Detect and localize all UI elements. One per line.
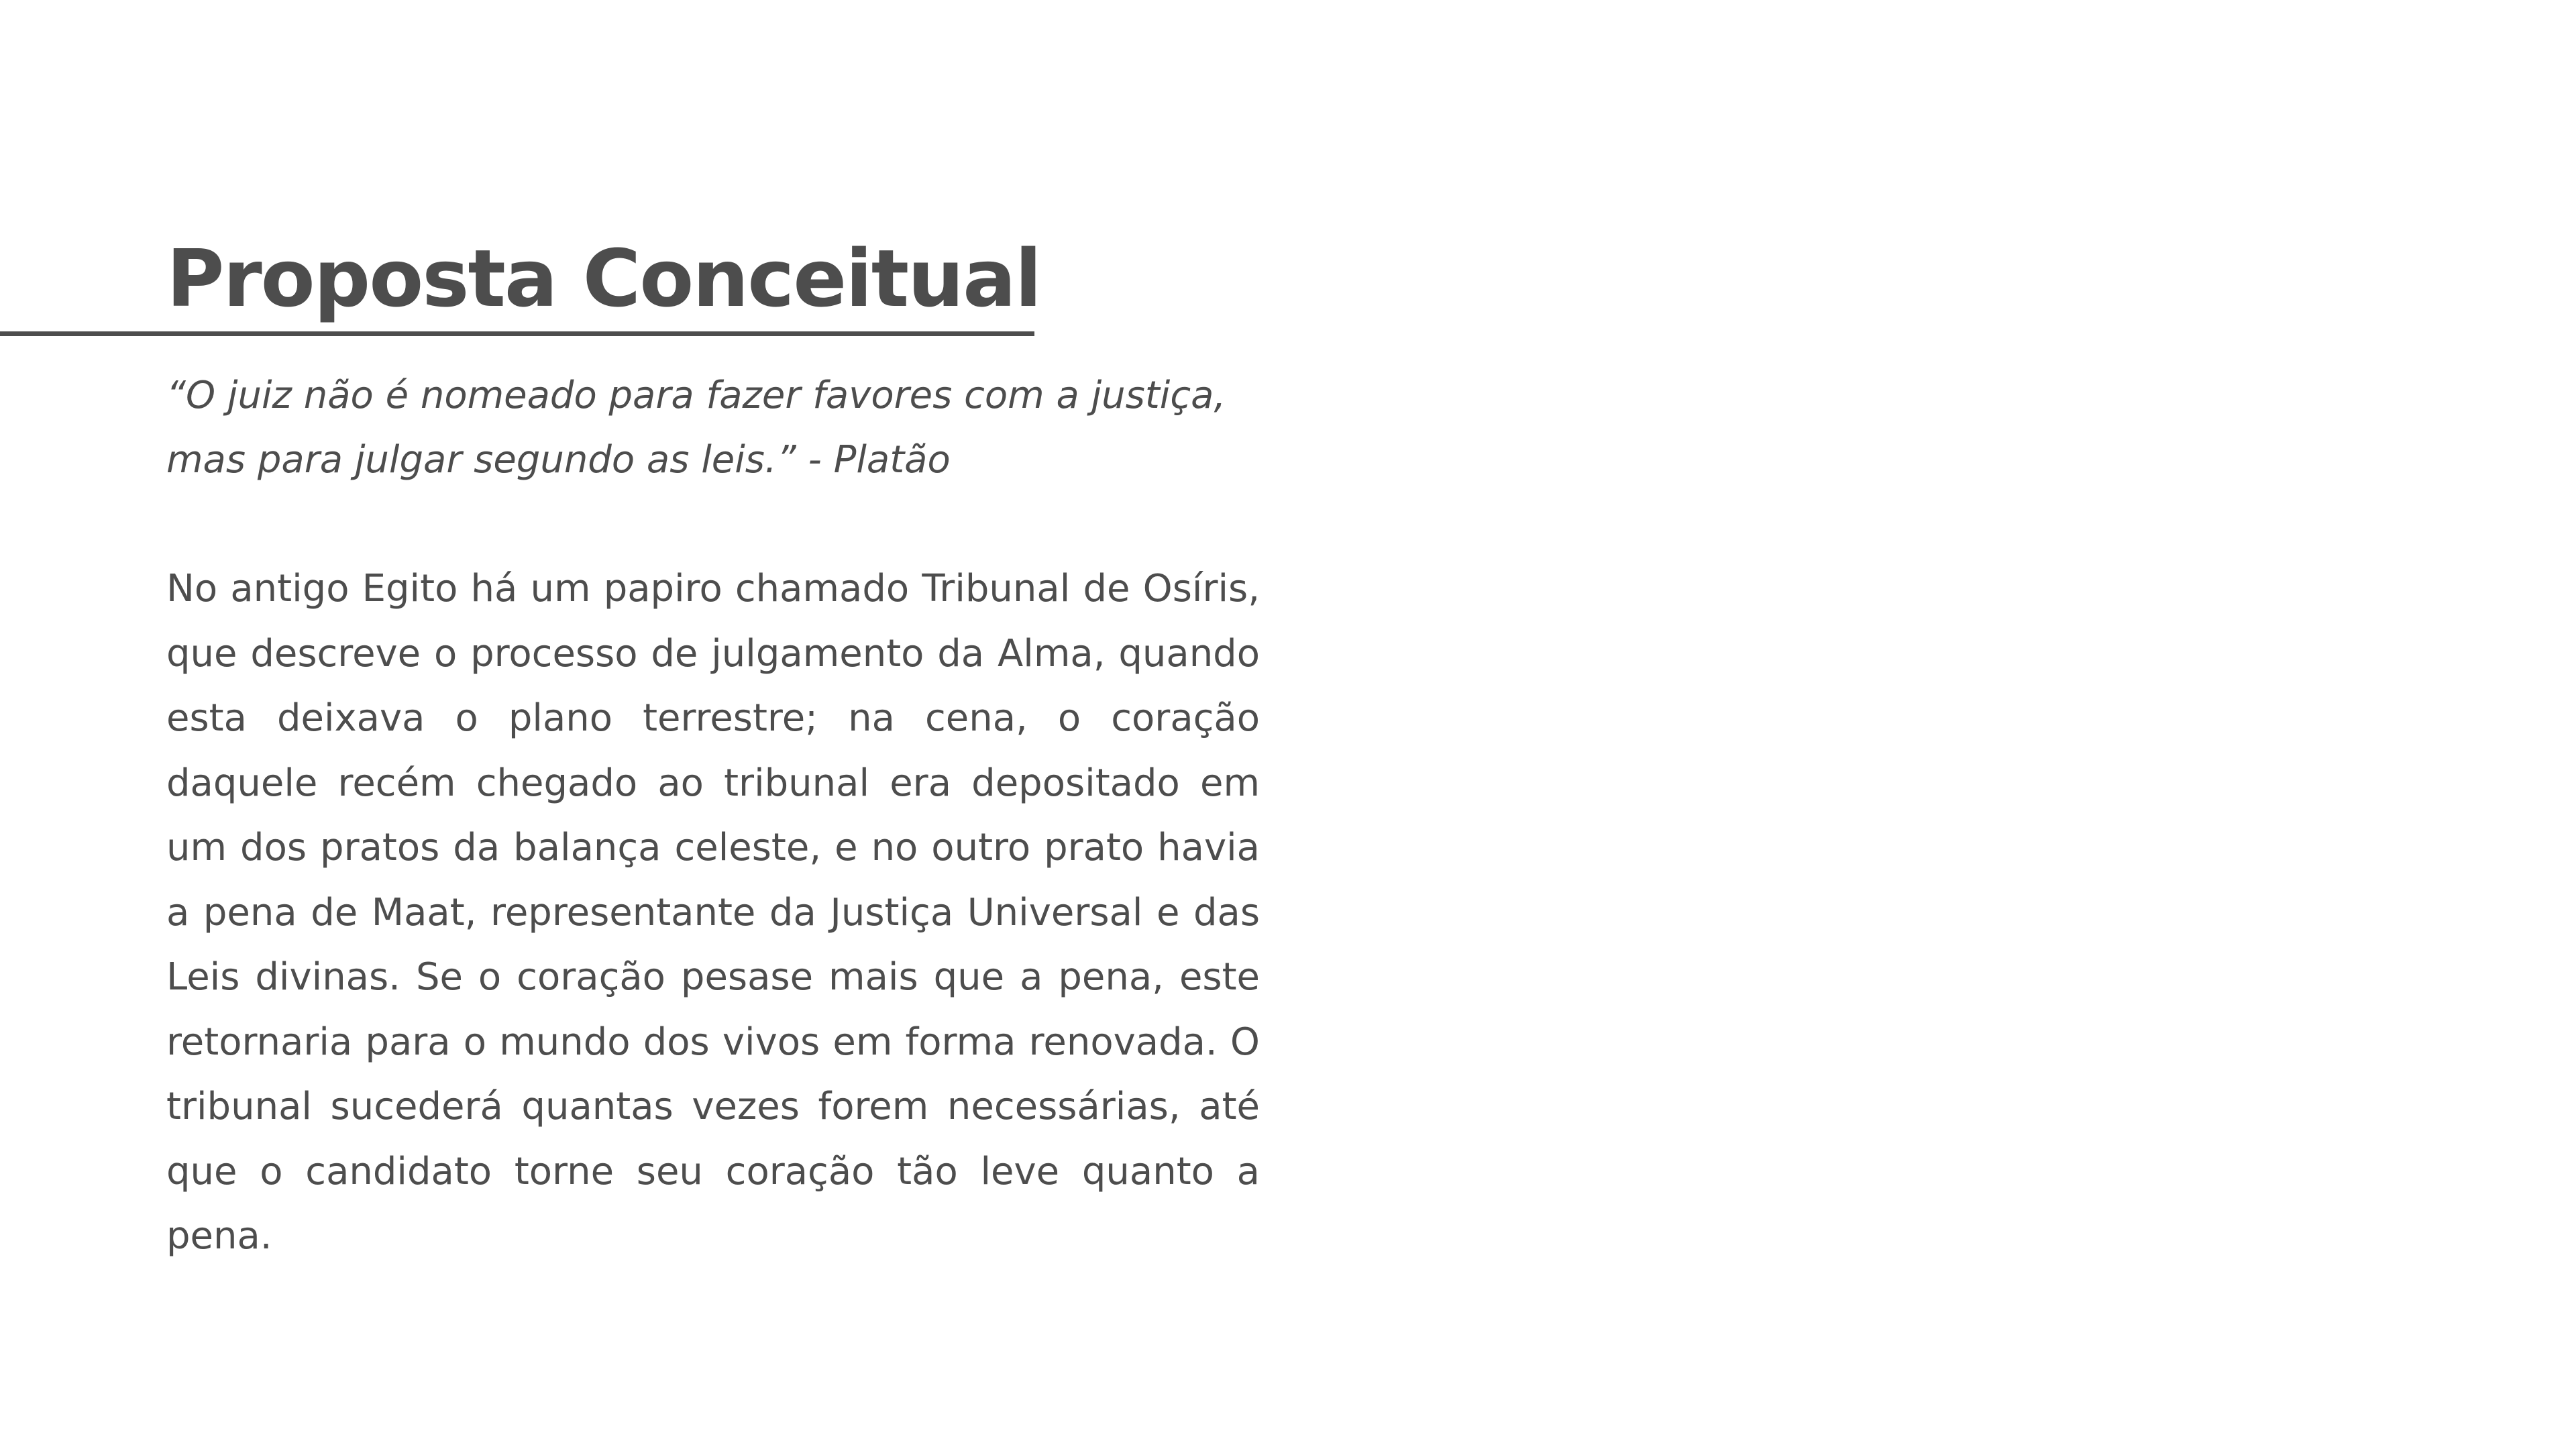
slide-title: Proposta Conceitual	[166, 232, 1041, 325]
quote-text: “O juiz não é nomeado para fazer favores com a justiça, mas para julgar segundo as leis.” - Platão	[166, 374, 1226, 482]
title-underline	[0, 331, 1034, 336]
body-paragraph: No antigo Egito há um papiro chamado Tribunal de Osíris, que descreve o processo de julgamento da Alma, quando esta deixava o plano terrestre; na cena, o coração daquele recém chegado ao tribunal era depositado em um dos pratos da balança celeste, e no outro prato havia a pena de Maat, representante da Justiça Universal e das Leis divinas. Se o coração pesase mais que a pena, este retornaria para o mundo dos vivos em forma renovada. O tribunal sucederá quantas vezes forem necessárias, até que o candidato torne seu coração tão leve quanto a pena.	[166, 567, 1260, 1258]
